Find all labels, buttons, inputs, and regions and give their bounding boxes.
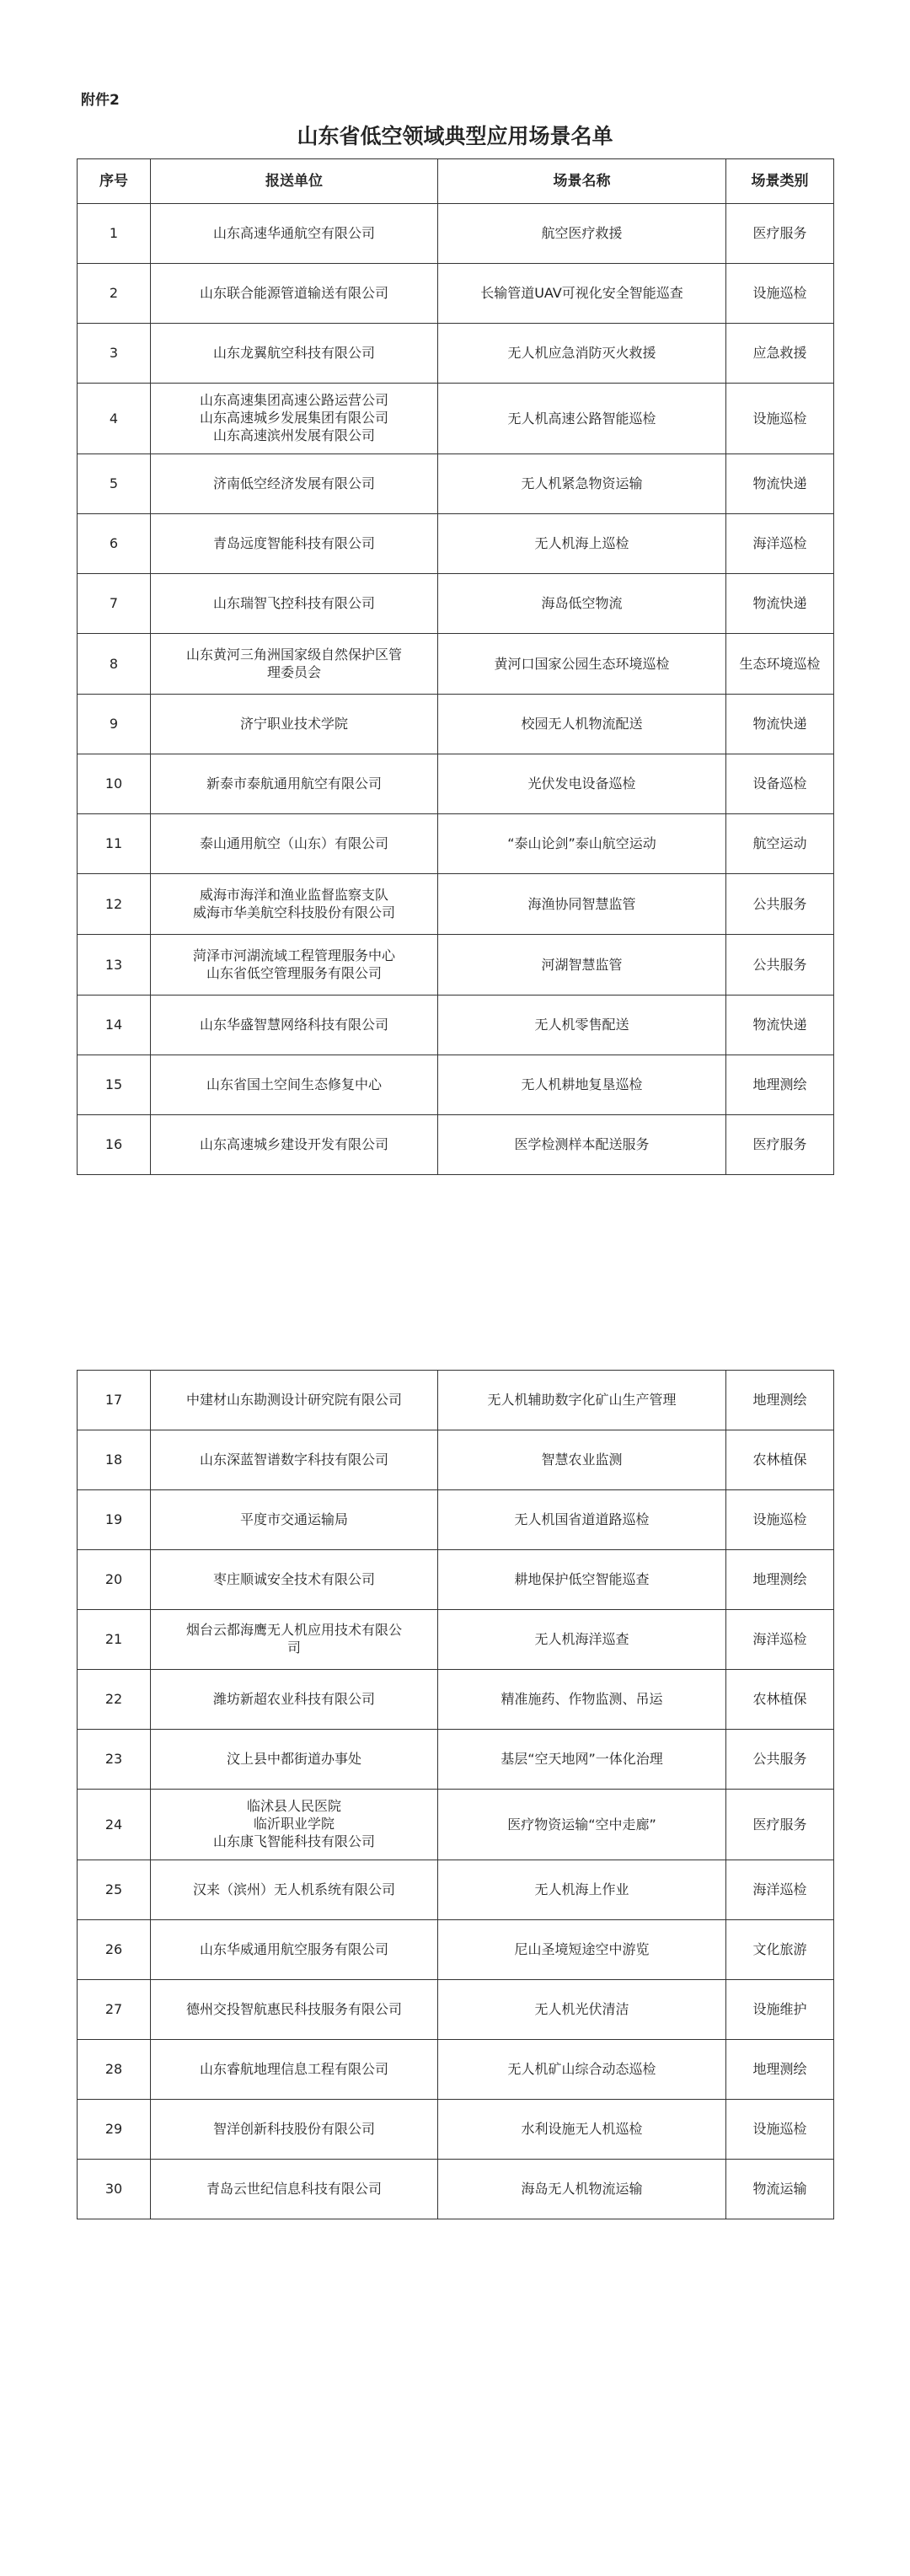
unit-line: 山东华盛智慧网络科技有限公司	[199, 1017, 388, 1033]
header-unit: 报送单位	[151, 159, 438, 204]
table-row	[78, 1860, 834, 1920]
unit-line: 智洋创新科技股份有限公司	[212, 2121, 375, 2138]
unit-line: 山东联合能源管道输送有限公司	[199, 285, 388, 302]
scene-category: 设施巡检	[726, 384, 834, 454]
scene-name: 河湖智慧监管	[438, 935, 726, 996]
unit-line: 枣庄顺诚安全技术有限公司	[212, 1571, 375, 1588]
scene-category: 物流运输	[726, 2160, 834, 2219]
unit-line: 山东龙翼航空科技有限公司	[212, 345, 375, 362]
table-row	[78, 1115, 834, 1175]
row-number: 27	[78, 1980, 151, 2040]
scene-name: 校园无人机物流配送	[438, 695, 726, 754]
scene-name: 无人机紧急物资运输	[438, 454, 726, 514]
table-row	[78, 454, 834, 514]
scene-category: 海洋巡检	[726, 514, 834, 574]
scene-name: 海渔协同智慧监管	[438, 874, 726, 935]
unit-line: 临沭县人民医院	[246, 1798, 341, 1815]
submitting-unit	[151, 324, 438, 384]
table-row	[78, 1670, 834, 1730]
unit-line: 菏泽市河湖流域工程管理服务中心	[192, 947, 395, 963]
scene-category: 文化旅游	[726, 1920, 834, 1980]
submitting-unit	[151, 1860, 438, 1920]
unit-line: 平度市交通运输局	[239, 1511, 348, 1528]
scene-name: 医学检测样本配送服务	[438, 1115, 726, 1175]
table-row	[78, 1055, 834, 1115]
row-number: 4	[78, 384, 151, 454]
scene-category: 物流快递	[726, 996, 834, 1055]
row-number: 3	[78, 324, 151, 384]
scene-category: 医疗服务	[726, 1115, 834, 1175]
scene-name: 基层“空天地网”一体化治理	[438, 1730, 726, 1790]
unit-line: 山东高速城乡发展集团有限公司	[199, 410, 388, 427]
unit-line: 山东瑞智飞控科技有限公司	[212, 595, 375, 612]
submitting-unit	[151, 634, 438, 695]
scene-category: 设施巡检	[726, 264, 834, 324]
scene-category: 物流快递	[726, 695, 834, 754]
row-number: 6	[78, 514, 151, 574]
unit-line: 威海市华美航空科技股份有限公司	[192, 904, 395, 920]
submitting-unit	[151, 695, 438, 754]
scene-name: 无人机应急消防灭火救援	[438, 324, 726, 384]
unit-line: 山东黄河三角洲国家级自然保护区管	[185, 646, 402, 663]
scene-category: 物流快递	[726, 454, 834, 514]
scene-name: 无人机辅助数字化矿山生产管理	[438, 1371, 726, 1430]
row-number: 20	[78, 1550, 151, 1610]
row-number: 2	[78, 264, 151, 324]
row-number: 28	[78, 2040, 151, 2100]
unit-line: 山东省低空管理服务有限公司	[206, 964, 382, 981]
attachment-label: 附件2	[81, 92, 120, 109]
unit-line: 山东高速华通航空有限公司	[212, 225, 375, 242]
submitting-unit	[151, 454, 438, 514]
submitting-unit	[151, 935, 438, 996]
scene-name: 海岛低空物流	[438, 574, 726, 634]
scene-name: 无人机海洋巡查	[438, 1610, 726, 1670]
row-number: 22	[78, 1670, 151, 1730]
scene-category: 生态环境巡检	[726, 634, 834, 695]
submitting-unit	[151, 1550, 438, 1610]
scene-name: 精准施药、作物监测、吊运	[438, 1670, 726, 1730]
table-row	[78, 814, 834, 874]
submitting-unit	[151, 574, 438, 634]
submitting-unit	[151, 384, 438, 454]
row-number: 30	[78, 2160, 151, 2219]
scene-category: 设施巡检	[726, 2100, 834, 2160]
unit-line: 山东华威通用航空服务有限公司	[199, 1941, 388, 1958]
submitting-unit	[151, 1430, 438, 1490]
document-title: 山东省低空领域典型应用场景名单	[297, 124, 613, 148]
table-row	[78, 1730, 834, 1790]
scene-name: 无人机耕地复垦巡检	[438, 1055, 726, 1115]
table-row	[78, 754, 834, 814]
row-number: 29	[78, 2100, 151, 2160]
unit-line: 济南低空经济发展有限公司	[212, 475, 375, 492]
scene-name: 海岛无人机物流运输	[438, 2160, 726, 2219]
submitting-unit	[151, 814, 438, 874]
submitting-unit	[151, 1490, 438, 1550]
header-scene: 场景名称	[438, 159, 726, 204]
table-row	[78, 1610, 834, 1670]
scene-category: 地理测绘	[726, 1055, 834, 1115]
row-number: 19	[78, 1490, 151, 1550]
scene-category: 地理测绘	[726, 2040, 834, 2100]
scene-category: 物流快递	[726, 574, 834, 634]
submitting-unit	[151, 264, 438, 324]
row-number: 13	[78, 935, 151, 996]
unit-line: 临沂职业学院	[253, 1816, 335, 1833]
unit-line: 山东省国土空间生态修复中心	[206, 1076, 382, 1093]
table-row	[78, 935, 834, 996]
row-number: 24	[78, 1790, 151, 1860]
row-number: 11	[78, 814, 151, 874]
submitting-unit	[151, 1055, 438, 1115]
table-row	[78, 2160, 834, 2219]
scene-name: 无人机矿山综合动态巡检	[438, 2040, 726, 2100]
submitting-unit	[151, 1730, 438, 1790]
scene-name: 长输管道UAV可视化安全智能巡查	[438, 264, 726, 324]
scene-name: 无人机国省道道路巡检	[438, 1490, 726, 1550]
table-row	[78, 2040, 834, 2100]
unit-line: 山东康飞智能科技有限公司	[212, 1833, 375, 1849]
table-header-row	[78, 159, 834, 204]
row-number: 15	[78, 1055, 151, 1115]
unit-line: 汶上县中都街道办事处	[226, 1751, 361, 1768]
submitting-unit	[151, 874, 438, 935]
scene-category: 农林植保	[726, 1670, 834, 1730]
submitting-unit	[151, 2160, 438, 2219]
scene-category: 公共服务	[726, 1730, 834, 1790]
unit-line: 新泰市泰航通用航空有限公司	[206, 775, 382, 792]
row-number: 8	[78, 634, 151, 695]
scenario-table-part-1	[77, 158, 834, 1175]
row-number: 26	[78, 1920, 151, 1980]
header-category: 场景类别	[726, 159, 834, 204]
submitting-unit	[151, 754, 438, 814]
table-row	[78, 574, 834, 634]
scene-name: 无人机零售配送	[438, 996, 726, 1055]
scene-category: 海洋巡检	[726, 1860, 834, 1920]
table-row	[78, 634, 834, 695]
submitting-unit	[151, 2100, 438, 2160]
unit-line: 山东高速城乡建设开发有限公司	[199, 1136, 388, 1153]
table-row	[78, 204, 834, 264]
submitting-unit	[151, 1790, 438, 1860]
table-row	[78, 1430, 834, 1490]
scene-name: 智慧农业监测	[438, 1430, 726, 1490]
scene-category: 农林植保	[726, 1430, 834, 1490]
scene-name: 无人机光伏清洁	[438, 1980, 726, 2040]
row-number: 5	[78, 454, 151, 514]
unit-line: 烟台云都海鹰无人机应用技术有限公	[185, 1622, 402, 1639]
submitting-unit	[151, 996, 438, 1055]
unit-line: 汉来（滨州）无人机系统有限公司	[192, 1881, 395, 1898]
unit-line: 青岛远度智能科技有限公司	[212, 535, 375, 552]
row-number: 17	[78, 1371, 151, 1430]
table-row	[78, 514, 834, 574]
row-number: 1	[78, 204, 151, 264]
unit-line: 德州交投智航惠民科技服务有限公司	[185, 2001, 402, 2018]
submitting-unit	[151, 1670, 438, 1730]
scene-name: 无人机海上作业	[438, 1860, 726, 1920]
scene-name: 光伏发电设备巡检	[438, 754, 726, 814]
unit-line: 山东高速滨州发展有限公司	[212, 427, 375, 443]
scene-category: 航空运动	[726, 814, 834, 874]
table-row	[78, 1790, 834, 1860]
table-row	[78, 264, 834, 324]
unit-line: 司	[286, 1640, 301, 1656]
submitting-unit	[151, 514, 438, 574]
scene-name: 黄河口国家公园生态环境巡检	[438, 634, 726, 695]
submitting-unit	[151, 2040, 438, 2100]
unit-line: 中建材山东勘测设计研究院有限公司	[185, 1392, 402, 1409]
submitting-unit	[151, 1610, 438, 1670]
row-number: 23	[78, 1730, 151, 1790]
row-number: 21	[78, 1610, 151, 1670]
table-row	[78, 1490, 834, 1550]
unit-line: 青岛云世纪信息科技有限公司	[206, 2181, 382, 2198]
scene-name: 无人机高速公路智能巡检	[438, 384, 726, 454]
scene-name: 医疗物资运输“空中走廊”	[438, 1790, 726, 1860]
scene-category: 海洋巡检	[726, 1610, 834, 1670]
scene-category: 地理测绘	[726, 1371, 834, 1430]
table-row	[78, 1980, 834, 2040]
scene-category: 设施维护	[726, 1980, 834, 2040]
scene-name: 水利设施无人机巡检	[438, 2100, 726, 2160]
row-number: 25	[78, 1860, 151, 1920]
table-row	[78, 874, 834, 935]
scene-category: 设备巡检	[726, 754, 834, 814]
scene-name: 尼山圣境短途空中游览	[438, 1920, 726, 1980]
table-row	[78, 695, 834, 754]
table-row	[78, 1920, 834, 1980]
row-number: 18	[78, 1430, 151, 1490]
table-row	[78, 2100, 834, 2160]
table-row	[78, 384, 834, 454]
scene-name: 耕地保护低空智能巡查	[438, 1550, 726, 1610]
submitting-unit	[151, 1980, 438, 2040]
scenario-table-part-2	[77, 1370, 834, 2219]
unit-line: 威海市海洋和渔业监督监察支队	[199, 886, 388, 903]
unit-line: 济宁职业技术学院	[239, 716, 348, 733]
unit-line: 山东深蓝智谱数字科技有限公司	[199, 1452, 388, 1468]
table-row	[78, 1371, 834, 1430]
table-row	[78, 996, 834, 1055]
scene-name: “泰山论剑”泰山航空运动	[438, 814, 726, 874]
submitting-unit	[151, 1920, 438, 1980]
unit-line: 山东睿航地理信息工程有限公司	[199, 2061, 388, 2078]
scene-name: 无人机海上巡检	[438, 514, 726, 574]
scene-category: 公共服务	[726, 935, 834, 996]
unit-line: 潍坊新超农业科技有限公司	[212, 1691, 375, 1708]
scene-category: 医疗服务	[726, 204, 834, 264]
scene-category: 设施巡检	[726, 1490, 834, 1550]
table-row	[78, 324, 834, 384]
scene-category: 公共服务	[726, 874, 834, 935]
scene-category: 医疗服务	[726, 1790, 834, 1860]
scene-category: 地理测绘	[726, 1550, 834, 1610]
unit-line: 泰山通用航空（山东）有限公司	[199, 835, 388, 852]
row-number: 9	[78, 695, 151, 754]
row-number: 10	[78, 754, 151, 814]
scene-category: 应急救援	[726, 324, 834, 384]
row-number: 14	[78, 996, 151, 1055]
row-number: 16	[78, 1115, 151, 1175]
table-row	[78, 1550, 834, 1610]
scene-name: 航空医疗救援	[438, 204, 726, 264]
header-number: 序号	[78, 159, 151, 204]
submitting-unit	[151, 1371, 438, 1430]
unit-line: 山东高速集团高速公路运营公司	[199, 392, 388, 409]
submitting-unit	[151, 204, 438, 264]
row-number: 7	[78, 574, 151, 634]
unit-line: 理委员会	[266, 663, 321, 680]
row-number: 12	[78, 874, 151, 935]
submitting-unit	[151, 1115, 438, 1175]
